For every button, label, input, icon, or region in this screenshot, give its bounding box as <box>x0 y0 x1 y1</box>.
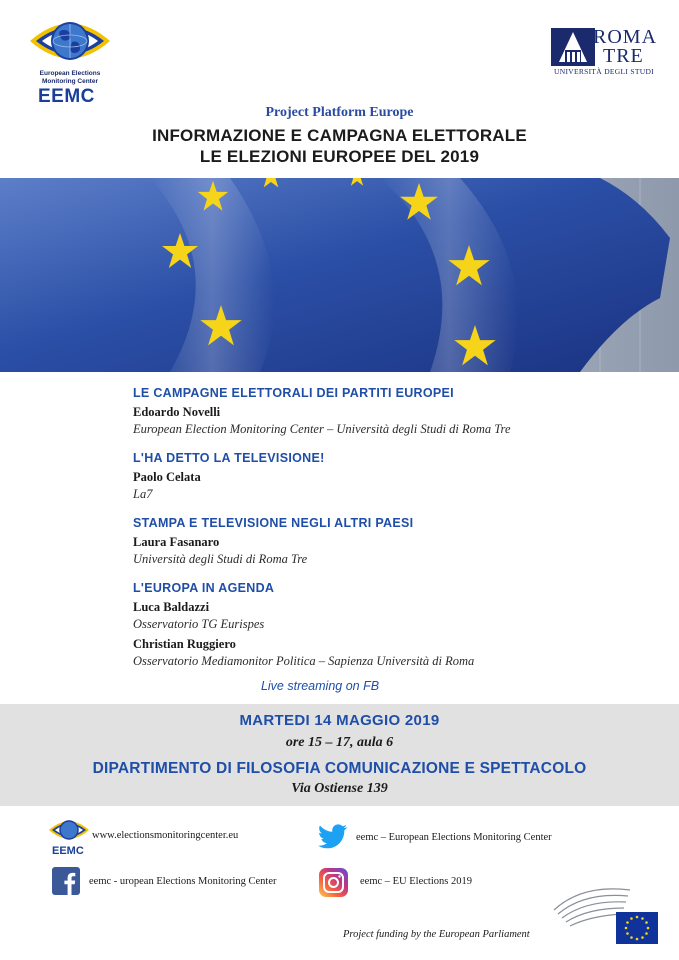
roma-tre-subtitle: UNIVERSITÀ DEGLI STUDI <box>554 67 654 76</box>
eemc-caption-line2: Monitoring Center <box>42 78 98 85</box>
eemc-logo <box>28 12 112 107</box>
facebook-icon[interactable] <box>52 867 80 895</box>
eye-globe-icon <box>48 815 90 845</box>
event-date: MARTEDI 14 MAGGIO 2019 <box>239 712 440 729</box>
footer-eemc-brand: EEMC <box>52 845 84 857</box>
section-title: LE CAMPAGNE ELETTORALI DEI PARTITI EUROPEI <box>133 386 454 400</box>
funding-note: Project funding by the European Parliament <box>343 929 530 940</box>
european-parliament-logo <box>552 880 660 946</box>
speaker-affiliation: European Election Monitoring Center – Università degli Studi di Roma Tre <box>133 422 511 436</box>
eu-flag-icon <box>616 912 658 944</box>
event-address: Via Ostiense 139 <box>291 781 388 796</box>
live-streaming-link[interactable]: Live streaming on FB <box>260 679 380 693</box>
roma-tre-building-icon <box>551 28 595 66</box>
section-title: L'HA DETTO LA TELEVISIONE! <box>133 451 325 465</box>
website-link[interactable]: www.electionsmonitoringcenter.eu <box>92 830 239 841</box>
section-title: STAMPA E TELEVISIONE NEGLI ALTRI PAESI <box>133 516 414 530</box>
speaker-name: Edoardo Novelli <box>133 405 221 419</box>
twitter-handle[interactable]: eemc – European Elections Monitoring Center <box>356 832 552 843</box>
roma-tre-word-tre: TRE <box>603 45 644 67</box>
instagram-handle[interactable]: eemc – EU Elections 2019 <box>360 876 472 887</box>
speaker-name: Luca Baldazzi <box>133 600 210 614</box>
eemc-brand: EEMC <box>38 86 95 107</box>
instagram-icon[interactable] <box>319 868 348 897</box>
speaker-affiliation: La7 <box>133 487 153 501</box>
section-title: L'EUROPA IN AGENDA <box>133 581 275 595</box>
speaker-name: Laura Fasanaro <box>133 535 220 549</box>
event-time: ore 15 – 17, aula 6 <box>285 735 394 750</box>
eu-flag-banner <box>0 178 679 372</box>
speaker-name: Paolo Celata <box>133 470 201 484</box>
footer-eemc-logo <box>48 815 90 861</box>
eemc-caption-line1: European Elections <box>39 70 101 77</box>
facebook-handle[interactable]: eemc - uropean Elections Monitoring Center <box>89 876 277 887</box>
speaker-affiliation: Osservatorio TG Eurispes <box>133 617 265 631</box>
speaker-affiliation: Osservatorio Mediamonitor Politica – Sapienza Università di Roma <box>133 654 475 668</box>
roma-tre-logo <box>551 26 657 78</box>
speaker-name: Christian Ruggiero <box>133 637 236 651</box>
roma-tre-word-roma: ROMA <box>593 26 658 48</box>
title-line-1: INFORMAZIONE E CAMPAGNA ELETTORALE <box>152 126 527 145</box>
title-line-2: LE ELEZIONI EUROPEE DEL 2019 <box>199 147 480 166</box>
twitter-icon[interactable] <box>318 824 348 850</box>
eye-globe-icon <box>28 12 112 70</box>
speaker-affiliation: Università degli Studi di Roma Tre <box>133 552 308 566</box>
program <box>133 386 653 669</box>
project-name: Project Platform Europe <box>265 105 414 120</box>
event-department: DIPARTIMENTO DI FILOSOFIA COMUNICAZIONE E SPETTACOLO <box>92 760 587 777</box>
